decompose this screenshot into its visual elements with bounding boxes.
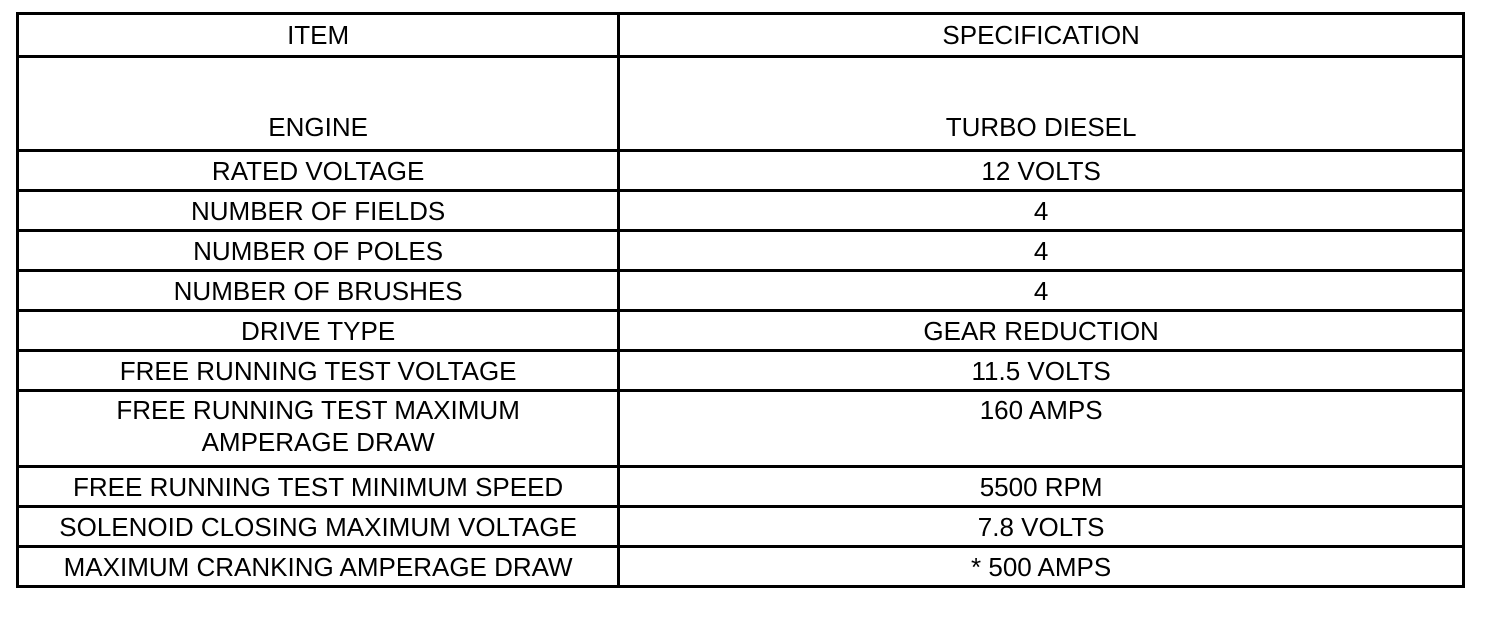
spec-cell: 4 [619,231,1464,271]
spec-cell: TURBO DIESEL [619,57,1464,151]
table-row [18,151,1464,191]
spec-cell: 5500 RPM [619,467,1464,507]
item-text: MAXIMUM CRANKING AMPERAGE DRAW [63,551,573,582]
spec-cell: 11.5 VOLTS [619,351,1464,391]
header-item: ITEM [18,14,619,57]
table-row [18,507,1464,547]
item-cell [18,351,619,391]
item-text-line-2: AMPERAGE DRAW [201,427,435,457]
item-cell [18,507,619,547]
item-cell [18,151,619,191]
item-text: ENGINE [268,112,368,142]
item-cell [18,271,619,311]
item-text: NUMBER OF FIELDS [190,195,446,226]
table-row [18,271,1464,311]
item-cell [18,467,619,507]
table-row [18,391,1464,467]
spec-cell: 7.8 VOLTS [619,507,1464,547]
item-cell [18,311,619,351]
item-text: SOLENOID CLOSING MAXIMUM VOLTAGE [59,511,577,542]
table-row [18,191,1464,231]
item-cell [18,391,619,467]
spec-cell: 160 AMPS [619,391,1464,467]
item-text: FREE RUNNING TEST MINIMUM SPEED [73,471,564,502]
spec-cell: 4 [619,271,1464,311]
table-header-row [18,14,1464,57]
item-cell [18,231,619,271]
table-row [18,547,1464,587]
item-text: NUMBER OF BRUSHES [173,275,463,306]
item-text: RATED VOLTAGE [211,155,425,186]
item-text: DRIVE TYPE [241,315,396,346]
spec-cell: 12 VOLTS [619,151,1464,191]
table-row [18,351,1464,391]
item-text: NUMBER OF POLES [193,235,444,266]
item-cell [18,191,619,231]
spec-cell: GEAR REDUCTION [619,311,1464,351]
spec-cell: 4 [619,191,1464,231]
specification-table [16,12,1465,588]
item-cell [18,57,619,151]
item-text-line-1: FREE RUNNING TEST MAXIMUM [116,395,520,425]
spec-cell: * 500 AMPS [619,547,1464,587]
table-row [18,57,1464,151]
table-row [18,467,1464,507]
table-row [18,311,1464,351]
table-row [18,231,1464,271]
item-text: FREE RUNNING TEST VOLTAGE [119,355,517,386]
header-specification: SPECIFICATION [619,14,1464,57]
item-cell [18,547,619,587]
